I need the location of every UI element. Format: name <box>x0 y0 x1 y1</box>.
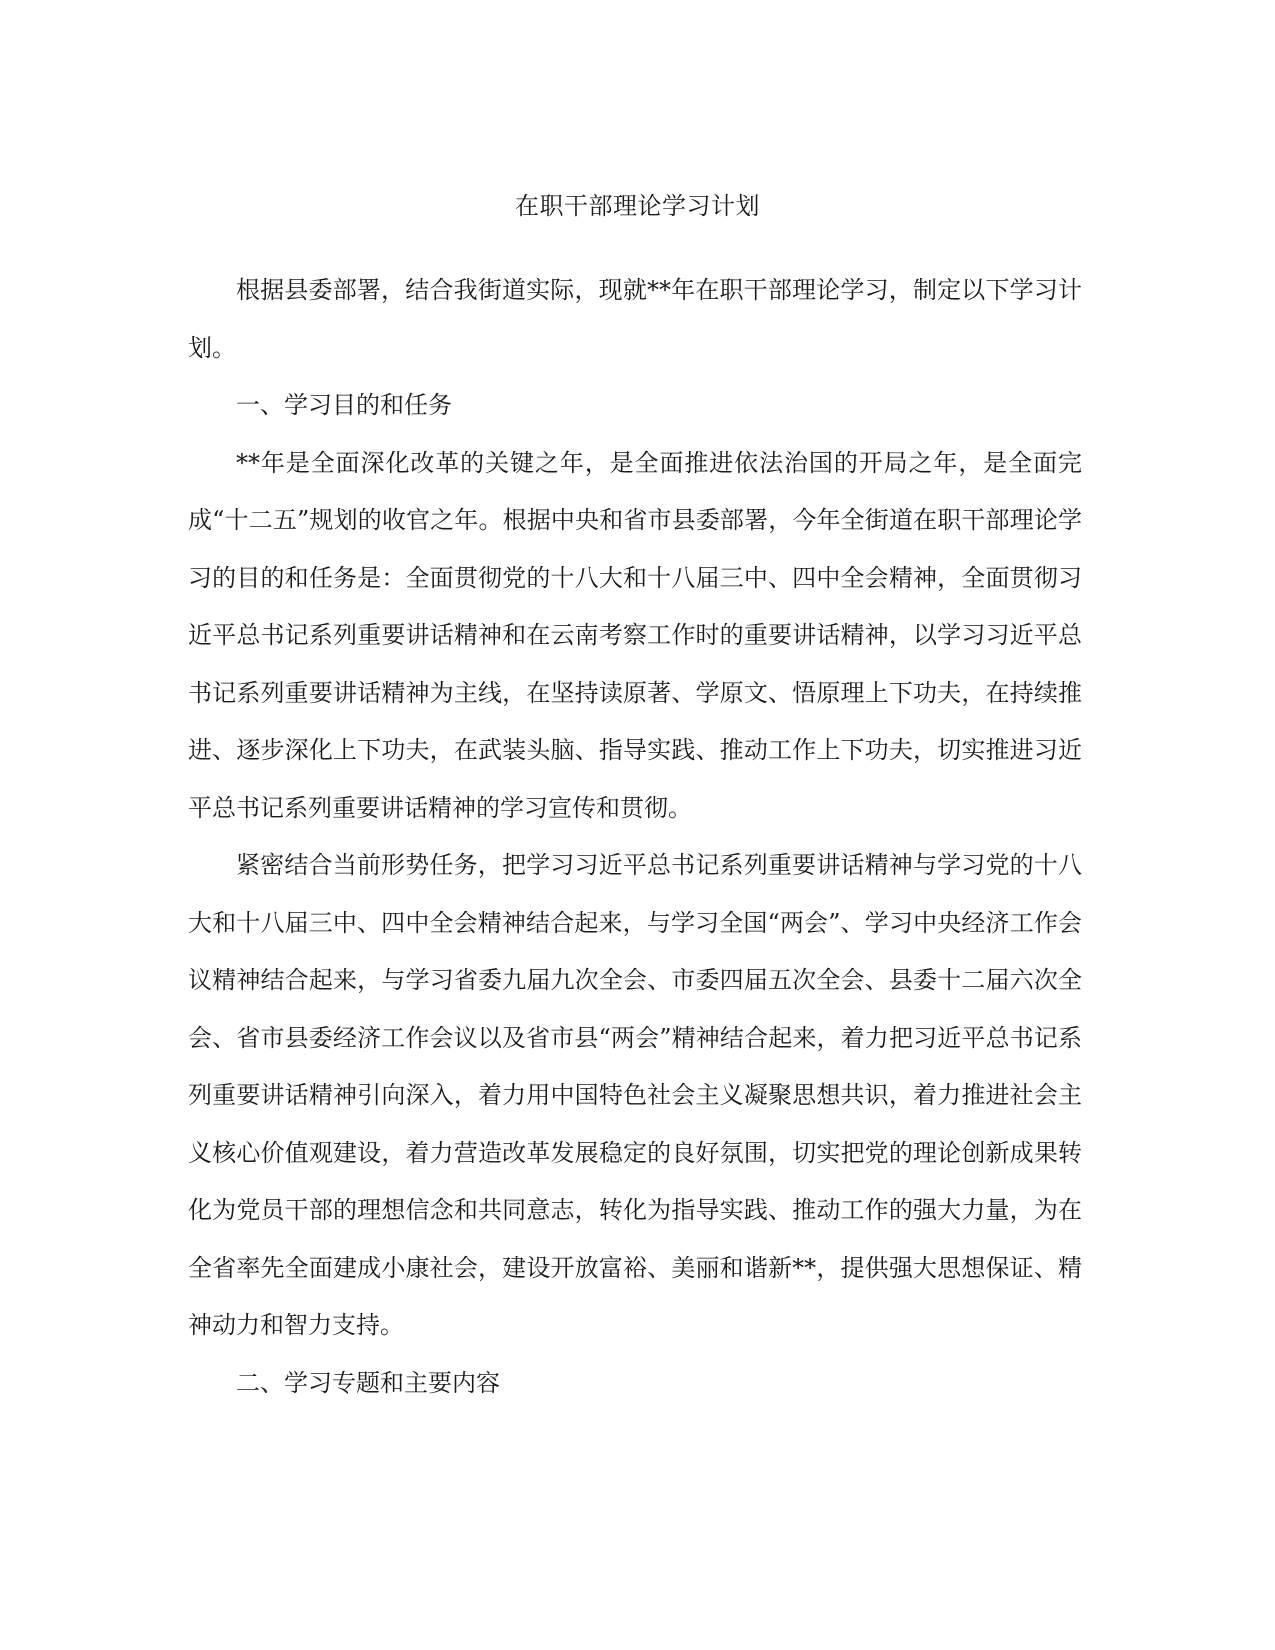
document-title: 在职干部理论学习计划 <box>515 192 760 220</box>
document-body <box>188 262 1082 1412</box>
paragraph-context: 紧密结合当前形势任务，把学习习近平总书记系列重要讲话精神与学习党的十八大和十八届三中、四中全会精神结合起来，与学习全国“两会”、学习中央经济工作会议精神结合起来，与学习省委九届九次全会、市委四届五次全会、县委十二届六次全会、省市县委经济工作会议以及省市县“两会”精神结合起来，着力把习近平总书记系列重要讲话精神引向深入，着力用中国特色社会主义凝聚思想共识，着力推进社会主义核心价值观建设，着力营造改革发展稳定的良好氛围，切实把党的理论创新成果转化为党员干部的理想信念和共同意志，转化为指导实践、推动工作的强大力量，为在全省率先全面建成小康社会，建设开放富裕、美丽和谐新**，提供强大思想保证、精神动力和智力支持。 <box>188 851 1082 1339</box>
paragraph-goals: **年是全面深化改革的关键之年，是全面推进依法治国的开局之年，是全面完成“十二五”规划的收官之年。根据中央和省市县委部署，今年全街道在职干部理论学习的目的和任务是：全面贯彻党的十八大和十八届三中、四中全会精神，全面贯彻习近平总书记系列重要讲话精神和在云南考察工作时的重要讲话精神，以学习习近平总书记系列重要讲话精神为主线，在坚持读原著、学原文、悟原理上下功夫，在持续推进、逐步深化上下功夫，在武装头脑、指导实践、推动工作上下功夫，切实推进习近平总书记系列重要讲话精神的学习宣传和贯彻。 <box>188 448 1082 822</box>
section-heading-2: 二、学习专题和主要内容 <box>236 1368 500 1397</box>
paragraph-intro: 根据县委部署，结合我街道实际，现就**年在职干部理论学习，制定以下学习计划。 <box>188 276 1082 362</box>
section-heading-1: 一、学习目的和任务 <box>236 391 452 419</box>
